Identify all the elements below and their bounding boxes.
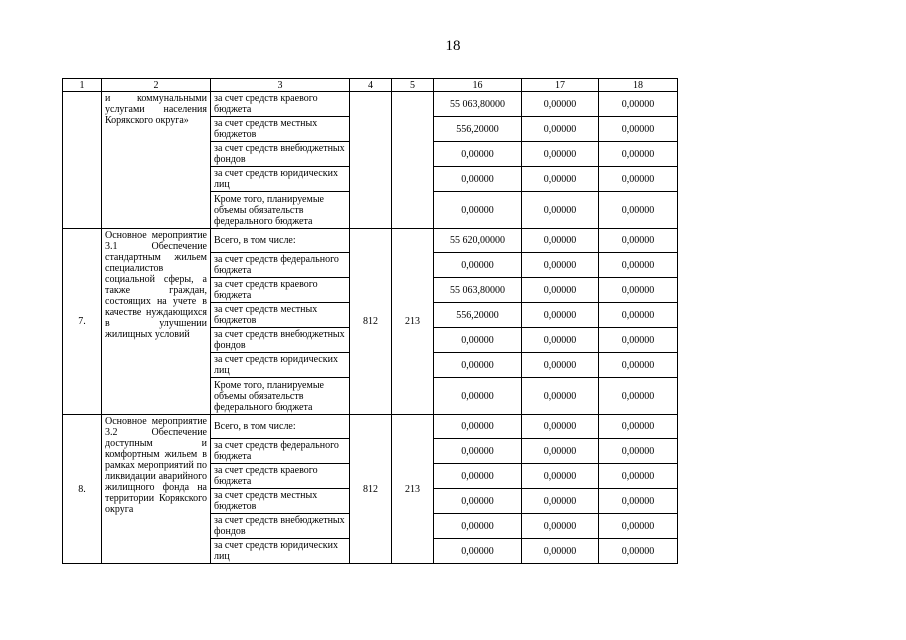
value-cell-18: 0,00000 [599, 328, 678, 353]
funding-source-cell: за счет средств федерального бюджета [211, 253, 350, 278]
activity-name-cell: и коммунальными услугами населения Корякского округа» [102, 92, 211, 229]
value-cell-16: 55 063,80000 [434, 278, 522, 303]
funding-source-cell: Всего, в том числе: [211, 229, 350, 253]
value-cell-16: 0,00000 [434, 539, 522, 564]
value-cell-16: 0,00000 [434, 167, 522, 192]
value-cell-18: 0,00000 [599, 303, 678, 328]
value-cell-16: 0,00000 [434, 415, 522, 439]
activity-name-cell: Основное мероприятие 3.1 Обеспечение стандартным жильем специалистов социальной сферы, а также граждан, состоящих на учете в качестве нуждающихся в улучшении жилищных условий [102, 229, 211, 415]
value-cell-17: 0,00000 [522, 303, 599, 328]
value-cell-16: 0,00000 [434, 142, 522, 167]
value-cell-17: 0,00000 [522, 117, 599, 142]
header-cell: 1 [63, 79, 102, 92]
value-cell-18: 0,00000 [599, 229, 678, 253]
funding-source-cell: за счет средств краевого бюджета [211, 464, 350, 489]
value-cell-18: 0,00000 [599, 514, 678, 539]
row-number-cell [63, 92, 102, 229]
value-cell-17: 0,00000 [522, 328, 599, 353]
funding-source-cell: за счет средств внебюджетных фондов [211, 142, 350, 167]
table-body [63, 79, 678, 564]
value-cell-18: 0,00000 [599, 167, 678, 192]
funding-source-cell: Всего, в том числе: [211, 415, 350, 439]
header-cell: 3 [211, 79, 350, 92]
table-row [63, 229, 678, 253]
funding-source-cell: за счет средств местных бюджетов [211, 489, 350, 514]
value-cell-18: 0,00000 [599, 142, 678, 167]
value-cell-18: 0,00000 [599, 192, 678, 229]
table-row [63, 415, 678, 439]
value-cell-17: 0,00000 [522, 353, 599, 378]
value-cell-18: 0,00000 [599, 415, 678, 439]
value-cell-17: 0,00000 [522, 278, 599, 303]
funding-source-cell: за счет средств юридических лиц [211, 167, 350, 192]
value-cell-18: 0,00000 [599, 278, 678, 303]
funding-source-cell: за счет средств юридических лиц [211, 539, 350, 564]
value-cell-18: 0,00000 [599, 117, 678, 142]
value-cell-18: 0,00000 [599, 539, 678, 564]
header-row [63, 79, 678, 92]
header-cell: 4 [350, 79, 392, 92]
value-cell-17: 0,00000 [522, 92, 599, 117]
value-cell-16: 0,00000 [434, 464, 522, 489]
value-cell-18: 0,00000 [599, 439, 678, 464]
value-cell-18: 0,00000 [599, 353, 678, 378]
funding-source-cell: за счет средств внебюджетных фондов [211, 328, 350, 353]
funding-source-cell: за счет средств местных бюджетов [211, 117, 350, 142]
value-cell-17: 0,00000 [522, 464, 599, 489]
value-cell-16: 0,00000 [434, 353, 522, 378]
funding-source-cell: за счет средств внебюджетных фондов [211, 514, 350, 539]
header-cell: 2 [102, 79, 211, 92]
code-cell [392, 92, 434, 229]
value-cell-17: 0,00000 [522, 415, 599, 439]
value-cell-17: 0,00000 [522, 192, 599, 229]
funding-source-cell: Кроме того, планируемые объемы обязательств федерального бюджета [211, 378, 350, 415]
value-cell-18: 0,00000 [599, 92, 678, 117]
budget-table [62, 78, 678, 564]
value-cell-16: 55 063,80000 [434, 92, 522, 117]
value-cell-17: 0,00000 [522, 439, 599, 464]
row-number-cell: 8. [63, 415, 102, 564]
value-cell-16: 0,00000 [434, 439, 522, 464]
value-cell-16: 556,20000 [434, 303, 522, 328]
value-cell-17: 0,00000 [522, 489, 599, 514]
value-cell-18: 0,00000 [599, 464, 678, 489]
code-cell: 812 [350, 229, 392, 415]
funding-source-cell: за счет средств федерального бюджета [211, 439, 350, 464]
funding-source-cell: за счет средств краевого бюджета [211, 278, 350, 303]
table-row [63, 92, 678, 117]
header-cell: 18 [599, 79, 678, 92]
code-cell: 213 [392, 229, 434, 415]
header-cell: 16 [434, 79, 522, 92]
value-cell-16: 0,00000 [434, 514, 522, 539]
value-cell-16: 0,00000 [434, 328, 522, 353]
value-cell-17: 0,00000 [522, 167, 599, 192]
value-cell-18: 0,00000 [599, 378, 678, 415]
page-number: 18 [445, 38, 461, 54]
value-cell-17: 0,00000 [522, 229, 599, 253]
header-cell: 5 [392, 79, 434, 92]
header-cell: 17 [522, 79, 599, 92]
code-cell: 213 [392, 415, 434, 564]
value-cell-17: 0,00000 [522, 378, 599, 415]
value-cell-18: 0,00000 [599, 489, 678, 514]
value-cell-16: 55 620,00000 [434, 229, 522, 253]
value-cell-18: 0,00000 [599, 253, 678, 278]
row-number-cell: 7. [63, 229, 102, 415]
value-cell-16: 556,20000 [434, 117, 522, 142]
value-cell-16: 0,00000 [434, 253, 522, 278]
value-cell-17: 0,00000 [522, 142, 599, 167]
funding-source-cell: Кроме того, планируемые объемы обязательств федерального бюджета [211, 192, 350, 229]
funding-source-cell: за счет средств местных бюджетов [211, 303, 350, 328]
value-cell-17: 0,00000 [522, 253, 599, 278]
value-cell-16: 0,00000 [434, 192, 522, 229]
code-cell: 812 [350, 415, 392, 564]
value-cell-17: 0,00000 [522, 514, 599, 539]
code-cell [350, 92, 392, 229]
value-cell-16: 0,00000 [434, 489, 522, 514]
value-cell-17: 0,00000 [522, 539, 599, 564]
activity-name-cell: Основное мероприятие 3.2 Обеспечение доступным и комфортным жильем в рамках мероприятий по ликвидации аварийного жилищного фонда на территории Корякского округа [102, 415, 211, 564]
funding-source-cell: за счет средств юридических лиц [211, 353, 350, 378]
funding-source-cell: за счет средств краевого бюджета [211, 92, 350, 117]
value-cell-16: 0,00000 [434, 378, 522, 415]
